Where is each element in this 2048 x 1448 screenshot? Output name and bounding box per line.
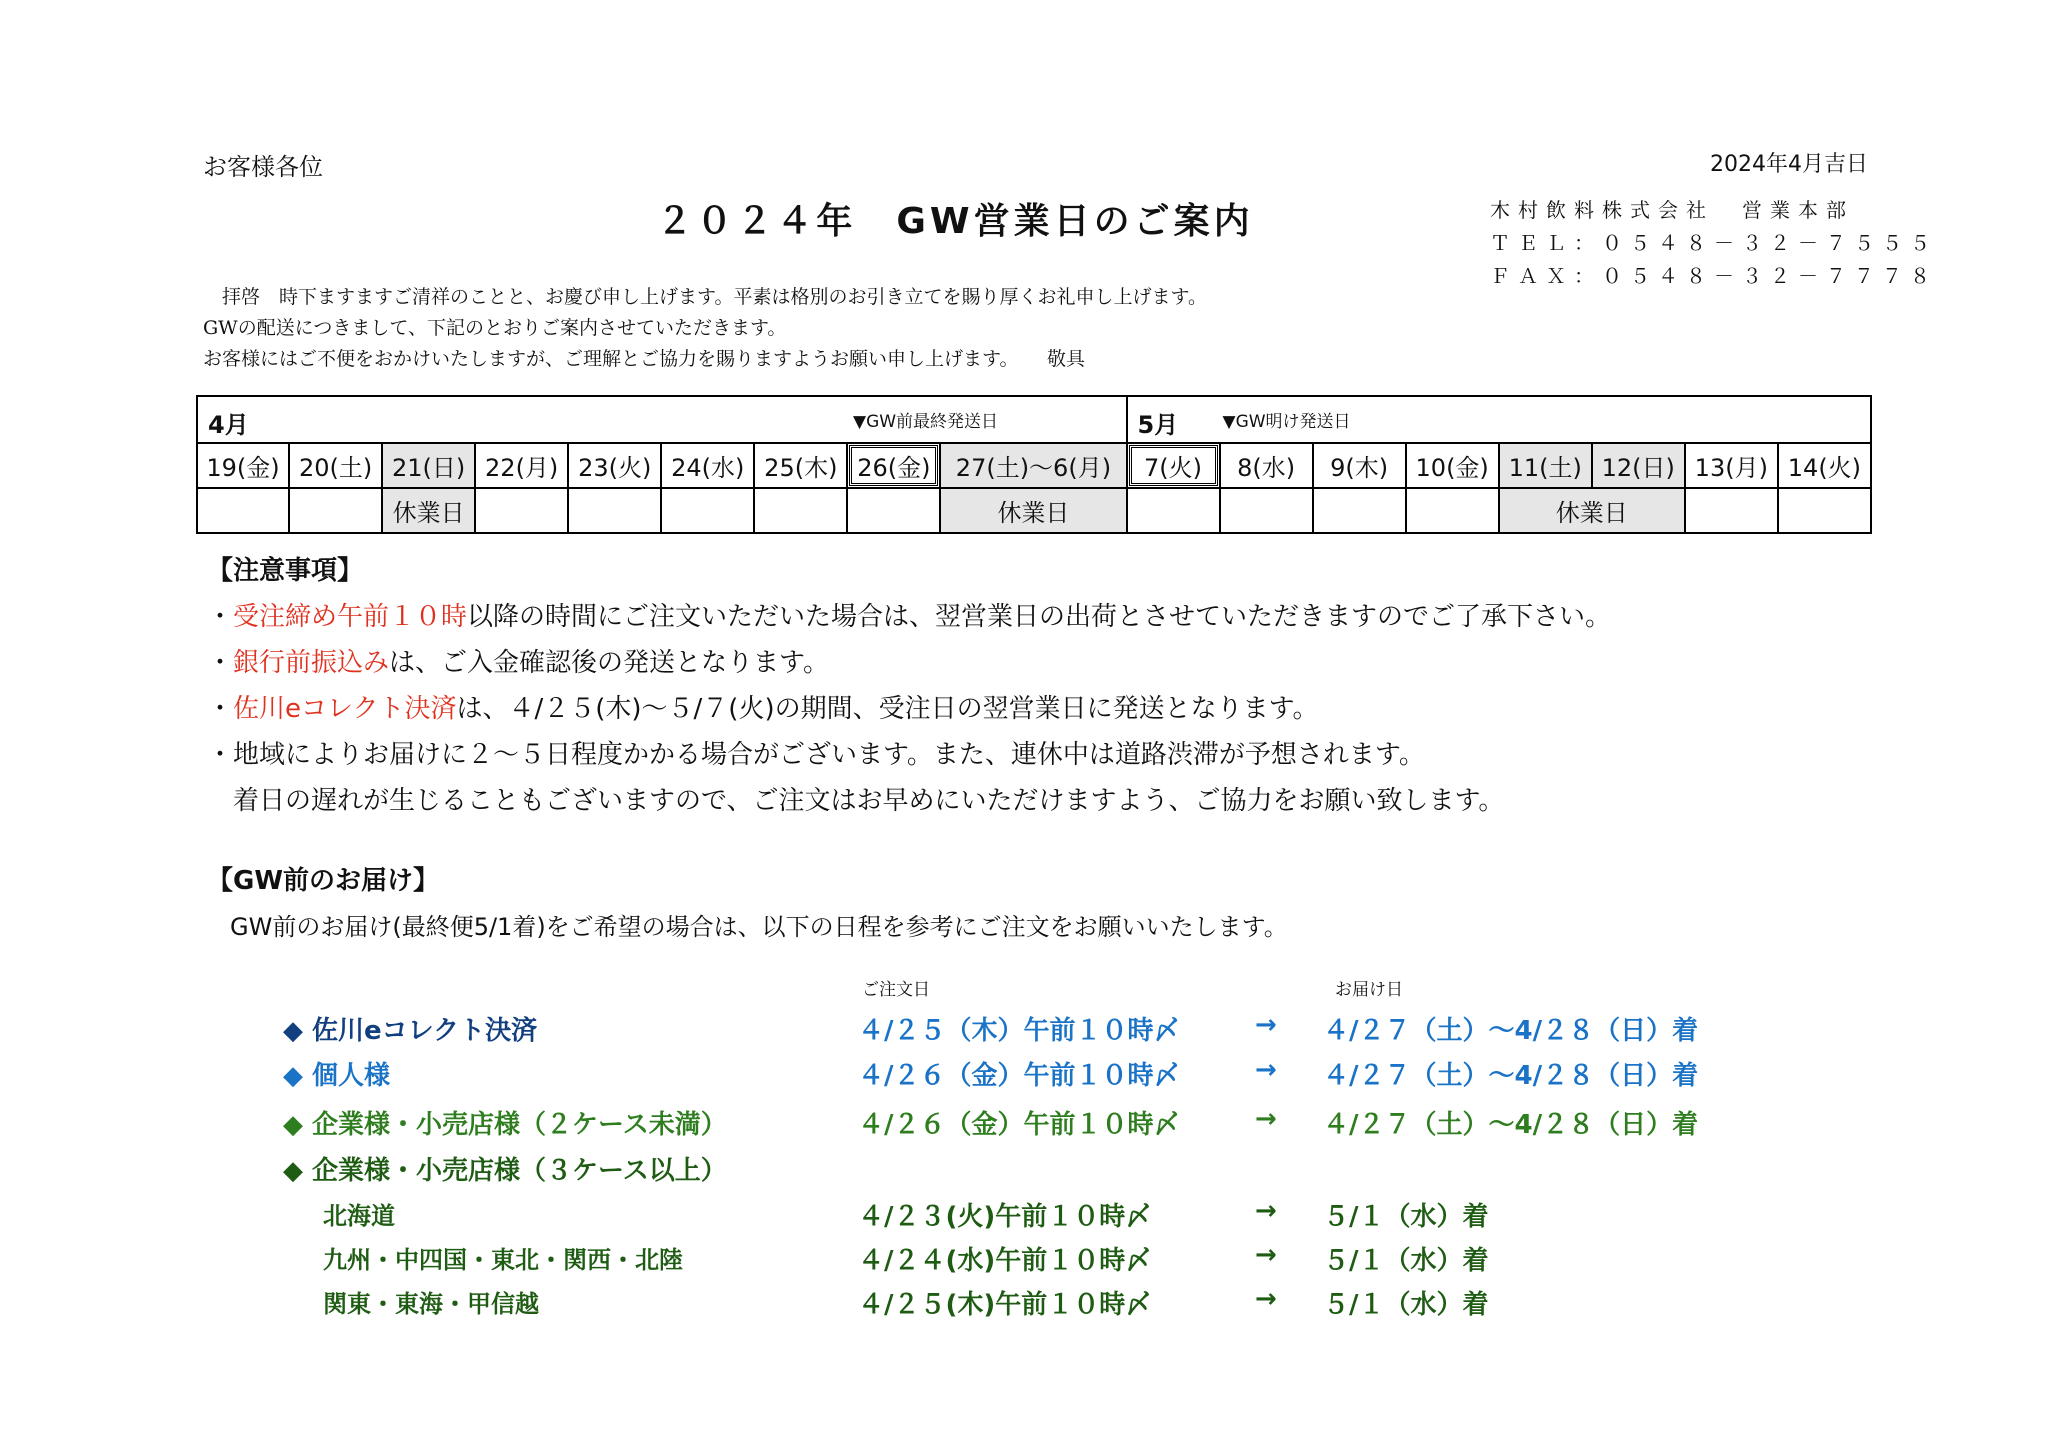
schedule-row xyxy=(0,1010,2048,1050)
calendar-day: 9(木) xyxy=(1313,443,1406,488)
region-label: 関東・東海・甲信越 xyxy=(323,1290,539,1318)
schedule-delivery: ５/１（水）着 xyxy=(1323,1290,1489,1320)
calendar-day: 14(火) xyxy=(1778,443,1871,488)
first-shipping-marker: ▼GW明け発送日 xyxy=(1222,412,1351,432)
calendar-day-first-shipping: 7(火) xyxy=(1127,443,1220,488)
schedule-row xyxy=(0,1284,2048,1324)
schedule-row xyxy=(0,1104,2048,1144)
note-highlight: 受注締め午前１０時 xyxy=(233,602,468,632)
greeting-line: 拝啓 時下ますますご清祥のことと、お慶び申し上げます。平素は格別のお引き立てを賜り厚くお礼申し上げます。 xyxy=(203,286,1207,308)
status-cell xyxy=(475,488,568,533)
schedule-order: ４/２４(水)午前１０時〆 xyxy=(858,1246,1152,1276)
note-highlight: 銀行前振込み xyxy=(233,648,390,678)
calendar-day: 19(金) xyxy=(197,443,289,488)
arrow: → xyxy=(1255,1240,1277,1270)
schedule-order: ４/２５(木)午前１０時〆 xyxy=(858,1290,1152,1320)
calendar-day: 23(火) xyxy=(568,443,661,488)
status-cell xyxy=(1127,488,1220,533)
month-may: 5月 xyxy=(1137,411,1179,439)
arrow: → xyxy=(1255,1104,1277,1134)
schedule-row xyxy=(0,1196,2048,1236)
arrow: → xyxy=(1255,1055,1277,1085)
schedule-label: ◆ 企業様・小売店様（３ケース以上） xyxy=(283,1156,727,1186)
calendar-day: 21(日) xyxy=(382,443,475,488)
note-item: ・受注締め午前１０時以降の時間にご注文いただいた場合は、翌営業日の出荷とさせていただきますのでご了承下さい。 xyxy=(207,602,1612,632)
status-cell xyxy=(847,488,940,533)
greeting-line: GWの配送につきまして、下記のとおりご案内させていただきます。 xyxy=(203,317,787,339)
status-cell xyxy=(1220,488,1313,533)
status-cell xyxy=(1313,488,1406,533)
last-shipping-marker: ▼GW前最終発送日 xyxy=(853,412,999,432)
page-title: ２０２４年 GW営業日のご案内 xyxy=(656,201,1254,242)
issue-date: 2024年4月吉日 xyxy=(1710,152,1868,177)
calendar-day: 24(水) xyxy=(661,443,754,488)
schedule-row xyxy=(0,1240,2048,1280)
calendar-day: 25(木) xyxy=(754,443,847,488)
addressee: お客様各位 xyxy=(203,153,323,181)
gw-delivery-intro: GW前のお届け(最終便5/1着)をご希望の場合は、以下の日程を参考にご注文をお願いいたします。 xyxy=(230,913,1288,941)
notes-title: 【注意事項】 xyxy=(207,556,364,586)
region-label: 北海道 xyxy=(323,1202,395,1230)
calendar-day: 22(月) xyxy=(475,443,568,488)
schedule-label: ◆ 佐川eコレクト決済 xyxy=(283,1016,538,1046)
calendar-day: 20(土) xyxy=(289,443,382,488)
greeting xyxy=(203,282,1207,375)
closed-day-label: 休業日 xyxy=(940,488,1126,533)
order-date-header: ご注文日 xyxy=(862,980,930,1000)
delivery-date-header: お届け日 xyxy=(1335,980,1403,1000)
notes-section xyxy=(207,548,1611,824)
arrow: → xyxy=(1255,1010,1277,1040)
schedule-order: ４/２６（金）午前１０時〆 xyxy=(858,1061,1180,1091)
status-cell xyxy=(568,488,661,533)
status-cell xyxy=(1685,488,1778,533)
note-item: ・銀行前振込みは、ご入金確認後の発送となります。 xyxy=(207,648,829,678)
schedule-order: ４/２６（金）午前１０時〆 xyxy=(858,1110,1180,1140)
status-cell xyxy=(1778,488,1871,533)
schedule-order: ４/２５（木）午前１０時〆 xyxy=(858,1016,1180,1046)
schedule-label: ◆ 個人様 xyxy=(283,1061,391,1091)
note-item: ・地域によりお届けに２～５日程度かかる場合がございます。また、連休中は道路渋滞が予想されます。 xyxy=(207,740,1425,770)
schedule-delivery: ４/２７（土）～4/２８（日）着 xyxy=(1323,1016,1699,1046)
greeting-line: お客様にはご不便をおかけいたしますが、ご理解とご協力を賜りますようお願い申し上げます。 敬具 xyxy=(203,348,1085,370)
company-tel: ＴＥＬ：０５４８－３２－７５５５ xyxy=(1490,231,1938,255)
status-cell xyxy=(197,488,289,533)
schedule-delivery: ４/２７（土）～4/２８（日）着 xyxy=(1323,1061,1699,1091)
gw-delivery-title: 【GW前のお届け】 xyxy=(207,866,440,896)
status-cell xyxy=(754,488,847,533)
calendar-day: 10(金) xyxy=(1406,443,1499,488)
calendar-day-holiday-range: 27(土)～6(月) xyxy=(940,443,1126,488)
note-item: 着日の遅れが生じることもございますので、ご注文はお早めにいただけますよう、ご協力をお願い致します。 xyxy=(233,786,1505,816)
note-highlight: 佐川eコレクト決済 xyxy=(233,694,457,724)
status-cell xyxy=(1406,488,1499,533)
calendar-day: 12(日) xyxy=(1592,443,1685,488)
schedule-delivery: ５/１（水）着 xyxy=(1323,1246,1489,1276)
calendar-day: 8(水) xyxy=(1220,443,1313,488)
calendar-day: 13(月) xyxy=(1685,443,1778,488)
schedule-delivery: ４/２７（土）～4/２８（日）着 xyxy=(1323,1110,1699,1140)
month-header-may xyxy=(1127,396,1872,443)
company-name: 木村飲料株式会社 営業本部 xyxy=(1490,198,1854,222)
calendar-status-row xyxy=(197,488,1871,533)
closed-day-label: 休業日 xyxy=(1499,488,1685,533)
calendar-day: 11(土) xyxy=(1499,443,1592,488)
company-fax: ＦＡＸ：０５４８－３２－７７７８ xyxy=(1490,264,1938,288)
calendar-days-row xyxy=(197,443,1871,488)
status-cell xyxy=(289,488,382,533)
status-cell xyxy=(661,488,754,533)
schedule-row xyxy=(0,1150,2048,1190)
month-header-april xyxy=(197,396,1127,443)
region-label: 九州・中四国・東北・関西・北陸 xyxy=(323,1246,683,1274)
schedule-row xyxy=(0,1055,2048,1095)
arrow: → xyxy=(1255,1196,1277,1226)
calendar-day-last-shipping: 26(金) xyxy=(847,443,940,488)
business-calendar xyxy=(196,395,1872,534)
schedule-label: ◆ 企業様・小売店様（２ケース未満） xyxy=(283,1110,727,1140)
schedule-order: ４/２３(火)午前１０時〆 xyxy=(858,1202,1152,1232)
closed-day-label: 休業日 xyxy=(382,488,475,533)
note-item: ・佐川eコレクト決済は、４/２５(木)～５/７(火)の期間、受注日の翌営業日に発送となります。 xyxy=(207,694,1319,724)
schedule-delivery: ５/１（水）着 xyxy=(1323,1202,1489,1232)
month-april: 4月 xyxy=(208,411,249,439)
company-info xyxy=(1490,194,1938,293)
arrow: → xyxy=(1255,1284,1277,1314)
